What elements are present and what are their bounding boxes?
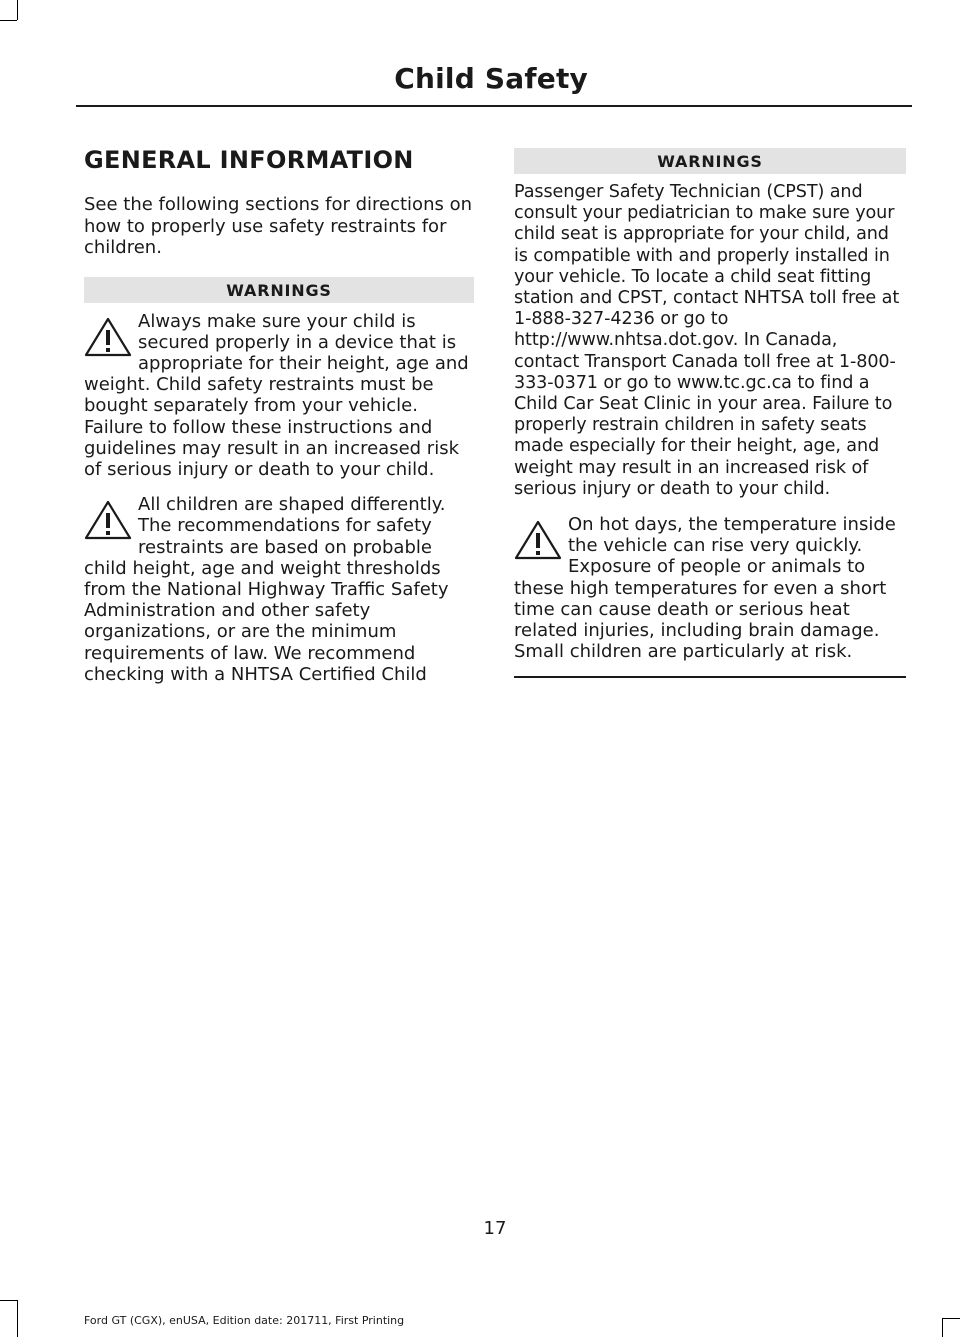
crop-mark-tl-v: [17, 0, 18, 20]
warning-triangle-icon: [84, 317, 132, 357]
warning-item: [514, 514, 906, 662]
crop-mark-bl-h: [0, 1300, 17, 1301]
warnings-header: WARNINGS: [84, 277, 474, 303]
right-column: [514, 148, 906, 678]
header-divider: [76, 105, 912, 107]
section-heading: GENERAL INFORMATION: [84, 146, 414, 174]
warning-continued-text: Passenger Safety Technician (CPST) and consult your pediatrician to make sure your child seat is appropriate for your child, and is compatible with and properly installed in your vehicle. To locate a child seat fitting station and CPST, contact NHTSA toll free at 1-888-327-4236 or go to http://www.nhtsa.dot.gov. In Canada, contact Transport Canada toll free at 1-800-333-0371 or go to www.tc.gc.ca to find a Child Car Seat Clinic in your area. Failure to properly restrain children in safety seats made especially for their height, age, and weight may result in an increased risk of serious injury or death to your child.: [514, 182, 900, 499]
page-number: 17: [483, 1218, 507, 1239]
warning-item: [84, 311, 474, 481]
warnings-end-divider: [514, 676, 906, 678]
warning-item: [84, 494, 474, 685]
warning-triangle-icon: [84, 500, 132, 540]
intro-paragraph: See the following sections for directions on how to properly use safety restraints for children.: [84, 194, 473, 258]
warning-text: On hot days, the temperature inside the vehicle can rise very quickly. Exposure of people or animals to these high temperatures for even a short time can cause death or serious heat related injuries, including brain damage. Small children are particularly at risk.: [514, 514, 896, 663]
footer-edition: Ford GT (CGX), enUSA, Edition date: 201711, First Printing: [84, 1314, 405, 1327]
crop-mark-br-h: [943, 1318, 960, 1319]
left-column: [84, 146, 474, 699]
warning-triangle-icon: [514, 520, 562, 560]
crop-mark-br-v: [942, 1318, 943, 1337]
crop-mark-tl-h: [0, 20, 17, 21]
warning-text: All children are shaped differently. The recommendations for safety restraints are based on probable child height, age and weight thresholds from the National Highway Traffic Safety Administration and other safety organizations, or are the minimum requirements of law. We recommend checking with a NHTSA Certified Child: [84, 494, 449, 685]
warnings-header: WARNINGS: [514, 148, 906, 174]
crop-mark-bl-v: [17, 1300, 18, 1337]
warning-text: Always make sure your child is secured properly in a device that is appropriate for their height, age and weight. Child safety restraints must be bought separately from your vehicle. Failure to follow these instructions and guidelines may result in an increased risk of serious injury or death to your child.: [84, 310, 469, 480]
page-title: Child Safety: [394, 62, 588, 95]
